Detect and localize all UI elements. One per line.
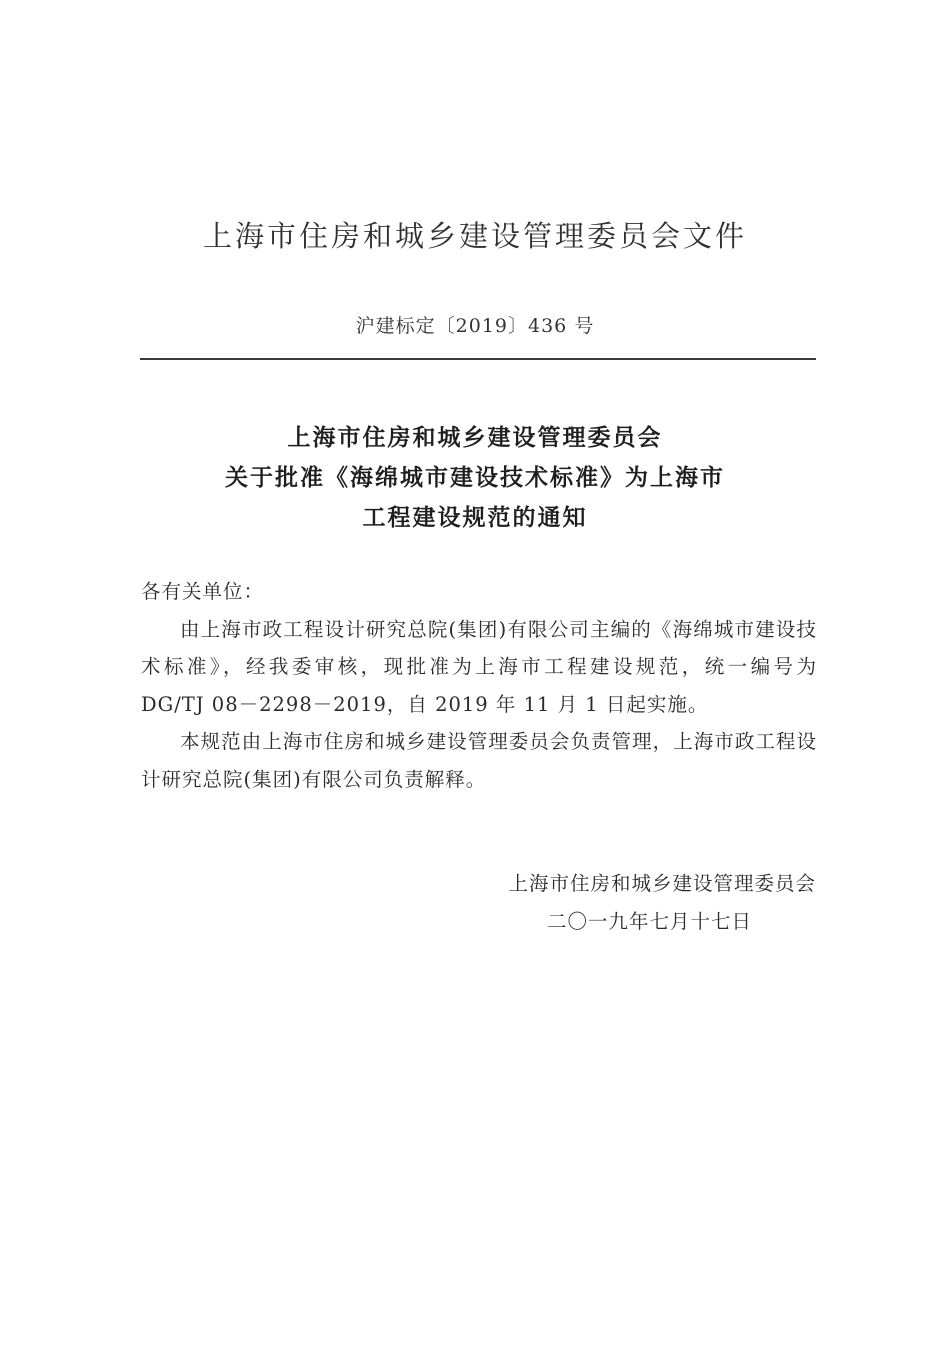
notice-title bbox=[0, 418, 950, 538]
signature-date: 二〇一九年七月十七日 bbox=[546, 910, 752, 933]
notice-title-line-3: 工程建设规范的通知 bbox=[362, 505, 588, 531]
body-paragraph-approval: 由上海市政工程设计研究总院(集团)有限公司主编的《海绵城市建设技术标准》，经我委审核，现批准为上海市工程建设规范，统一编号为 DG/TJ 08－2298－2019，自 2019 年 11 月 1 日起实施。 bbox=[141, 617, 817, 716]
body-paragraph-management: 本规范由上海市住房和城乡建设管理委员会负责管理，上海市政工程设计研究总院(集团)有限公司负责解释。 bbox=[141, 730, 817, 791]
document-number: 沪建标定〔2019〕436 号 bbox=[355, 315, 595, 337]
salutation: 各有关单位： bbox=[141, 580, 265, 603]
notice-title-line-1: 上海市住房和城乡建设管理委员会 bbox=[287, 425, 663, 451]
signature-organization: 上海市住房和城乡建设管理委员会 bbox=[508, 872, 816, 895]
notice-body bbox=[141, 573, 817, 798]
notice-title-line-2: 关于批准《海绵城市建设技术标准》为上海市 bbox=[225, 465, 725, 491]
issuer-header-title: 上海市住房和城乡建设管理委员会文件 bbox=[202, 219, 747, 253]
header-divider bbox=[140, 358, 816, 360]
signature-block bbox=[430, 865, 816, 941]
